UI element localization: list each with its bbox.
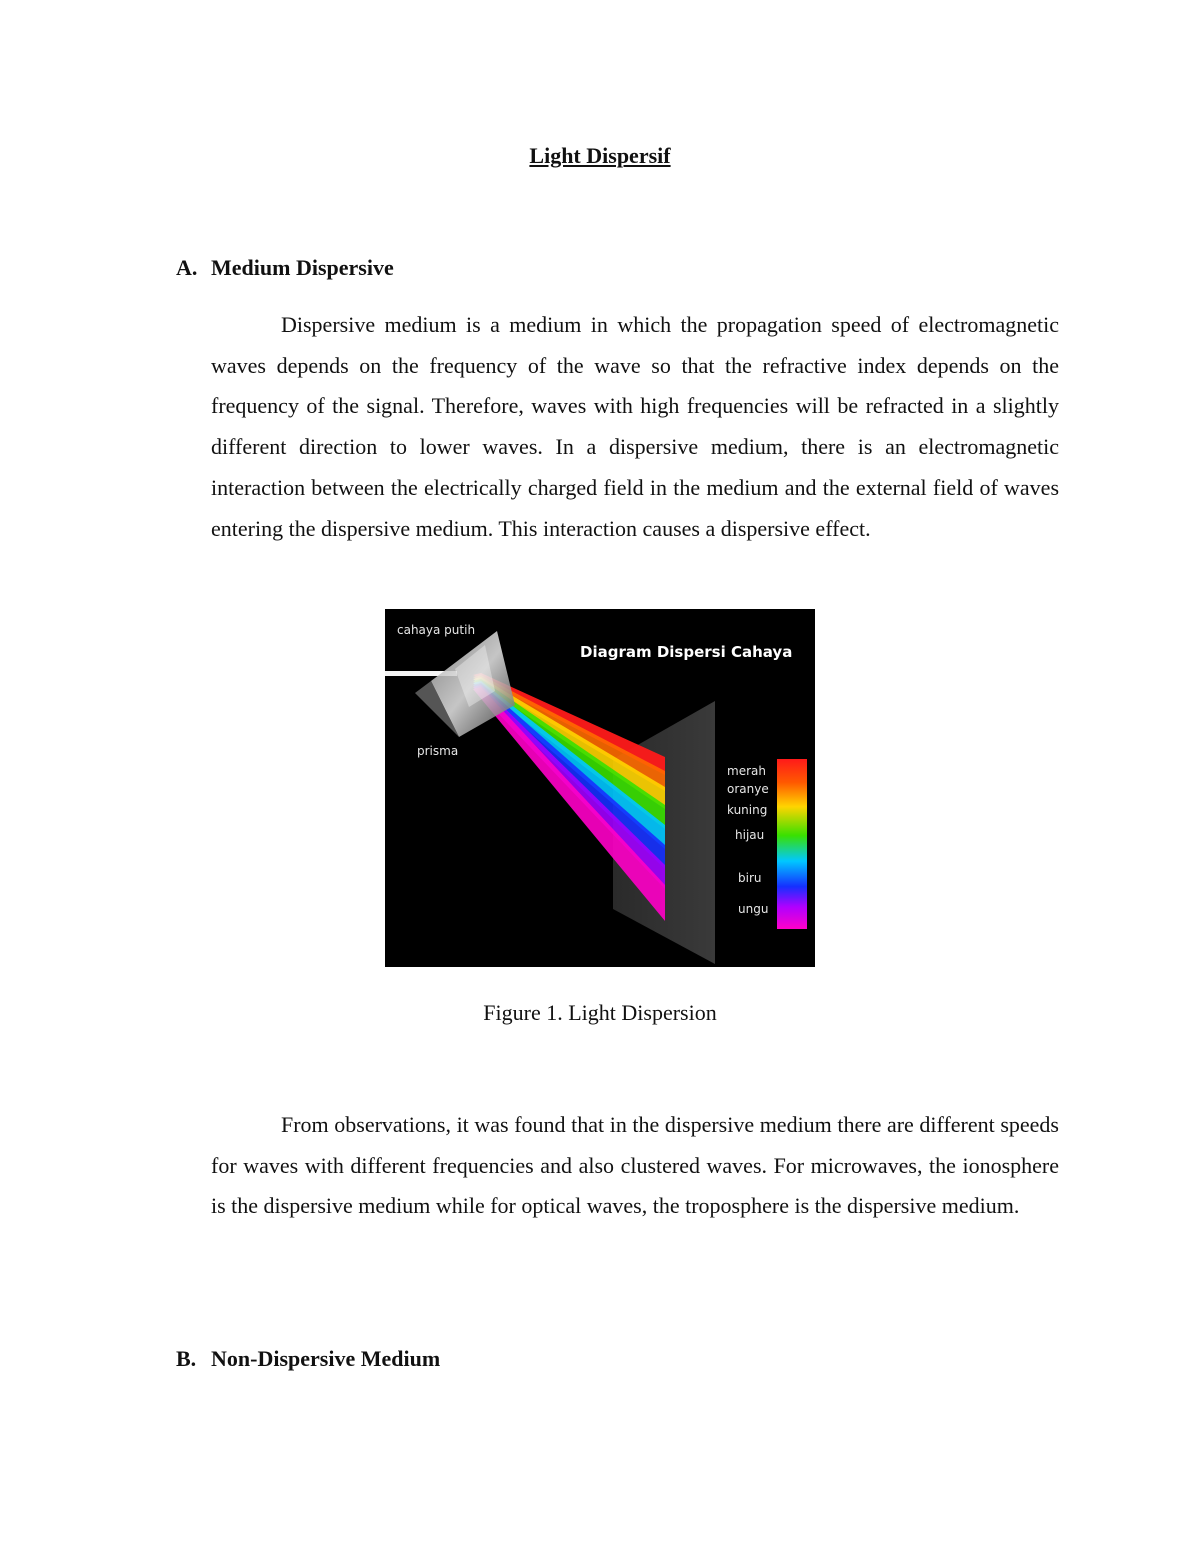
- section-b-letter: B.: [176, 1346, 197, 1371]
- white-light-label: cahaya putih: [397, 623, 476, 637]
- figure-diagram-title: Diagram Dispersi Cahaya: [580, 643, 793, 661]
- section-b-heading: [176, 1346, 440, 1372]
- spectrum-label-blue: biru: [738, 871, 762, 885]
- section-a-paragraph-2: From observations, it was found that in the dispersive medium there are different speeds for waves with different frequencies and also clustered waves. For microwaves, the ionosphere is the dispersive medium while for optical waves, the troposphere is the dispersive medium.: [211, 1112, 1059, 1219]
- section-a-paragraph-1: Dispersive medium is a medium in which the propagation speed of electromagnetic waves depends on the frequency of the wave so that the refractive index depends on the frequency of the signal. Therefore, waves with high frequencies will be refracted in a slightly different direction to lower waves. In a dispersive medium, there is an electromagnetic interaction between the electrically charged field in the medium and the external field of waves entering the dispersive medium. This interaction causes a dispersive effect.: [211, 312, 1059, 541]
- spectrum-label-yellow: kuning: [727, 803, 768, 817]
- prism-label: prisma: [417, 744, 459, 758]
- spectrum-bar: [777, 759, 807, 929]
- document-title: Light Dispersif: [529, 143, 671, 168]
- spectrum-label-red: merah: [727, 764, 766, 778]
- spectrum-label-orange: oranye: [727, 782, 769, 796]
- section-a-title: Medium Dispersive: [211, 255, 394, 280]
- light-dispersion-figure: [385, 609, 815, 967]
- section-a-heading: [176, 255, 394, 281]
- figure-caption: Figure 1. Light Dispersion: [483, 1000, 717, 1025]
- section-a-letter: A.: [176, 255, 198, 280]
- section-b-title: Non-Dispersive Medium: [211, 1346, 441, 1371]
- spectrum-label-green: hijau: [735, 828, 765, 842]
- spectrum-label-violet: ungu: [738, 902, 769, 916]
